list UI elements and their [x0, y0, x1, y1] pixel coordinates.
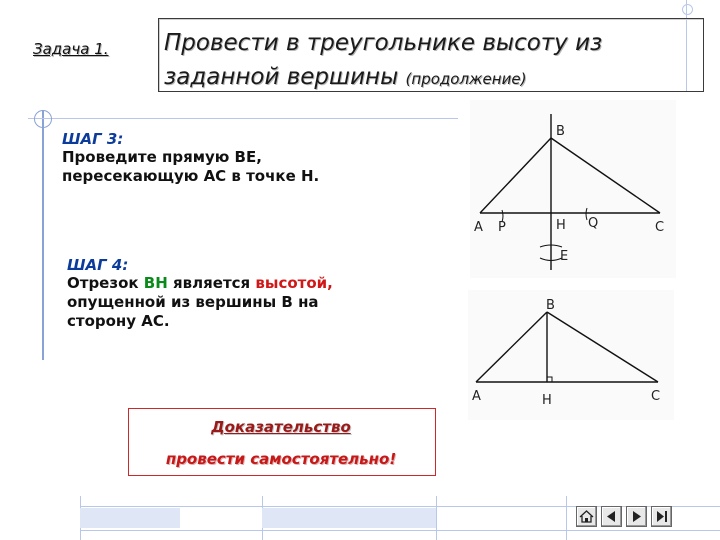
label-b: B: [556, 124, 565, 139]
task-label: Задача 1.: [33, 40, 109, 58]
home-icon: [577, 507, 596, 526]
end-button[interactable]: [651, 506, 672, 527]
label-e: E: [560, 249, 569, 264]
page-title: [164, 26, 704, 96]
decor-bottom-line: [566, 496, 567, 540]
decor-bottom-band: [80, 508, 180, 528]
label-h: H: [556, 218, 566, 233]
label-b: B: [546, 298, 555, 313]
decor-circle: [682, 4, 693, 15]
title-suffix: (продолжение): [405, 70, 527, 88]
step4-line3: сторону АС.: [67, 312, 170, 330]
decor-horizontal-line: [28, 118, 458, 119]
decor-bottom-line: [436, 496, 437, 540]
decor-vertical-line: [42, 110, 44, 360]
label-c: C: [655, 220, 665, 235]
title-line2: заданной вершины: [164, 64, 399, 90]
title-line1: Провести в треугольнике высоту из: [164, 30, 603, 56]
step3-heading: ШАГ 3:: [62, 130, 124, 148]
step4-block: [67, 256, 467, 331]
proof-heading: Доказательство: [211, 418, 351, 436]
end-icon: [652, 507, 671, 526]
forward-button[interactable]: [626, 506, 647, 527]
step3-line2: пересекающую АС в точке Н.: [62, 167, 320, 185]
figure-background: [468, 290, 674, 420]
forward-icon: [627, 507, 646, 526]
decor-bottom-band: [262, 508, 436, 528]
label-a: A: [472, 389, 481, 404]
label-q: Q: [588, 216, 599, 231]
label-c: C: [651, 389, 661, 404]
decor-bottom-line: [80, 530, 720, 531]
home-button[interactable]: [576, 506, 597, 527]
step4-text-c: является: [173, 274, 251, 292]
step3-line1: Проведите прямую ВЕ,: [62, 148, 262, 166]
label-h: H: [542, 393, 552, 408]
back-button[interactable]: [601, 506, 622, 527]
decor-circle: [34, 110, 52, 128]
decor-bottom-line: [80, 506, 720, 507]
back-icon: [602, 507, 621, 526]
step4-heading: ШАГ 4:: [67, 256, 129, 274]
figure-background: [470, 100, 676, 278]
step3-block: [62, 130, 462, 186]
figure-construction: [470, 100, 676, 278]
step4-text-a: Отрезок: [67, 274, 139, 292]
label-a: A: [474, 220, 483, 235]
label-p: P: [498, 220, 506, 235]
proof-instruction: провести самостоятельно!: [165, 450, 397, 468]
figure-result: [468, 290, 674, 420]
step4-line2: опущенной из вершины В на: [67, 293, 319, 311]
step4-segment-name: ВН: [143, 274, 168, 292]
step4-highlight-term: высотой,: [255, 274, 333, 292]
